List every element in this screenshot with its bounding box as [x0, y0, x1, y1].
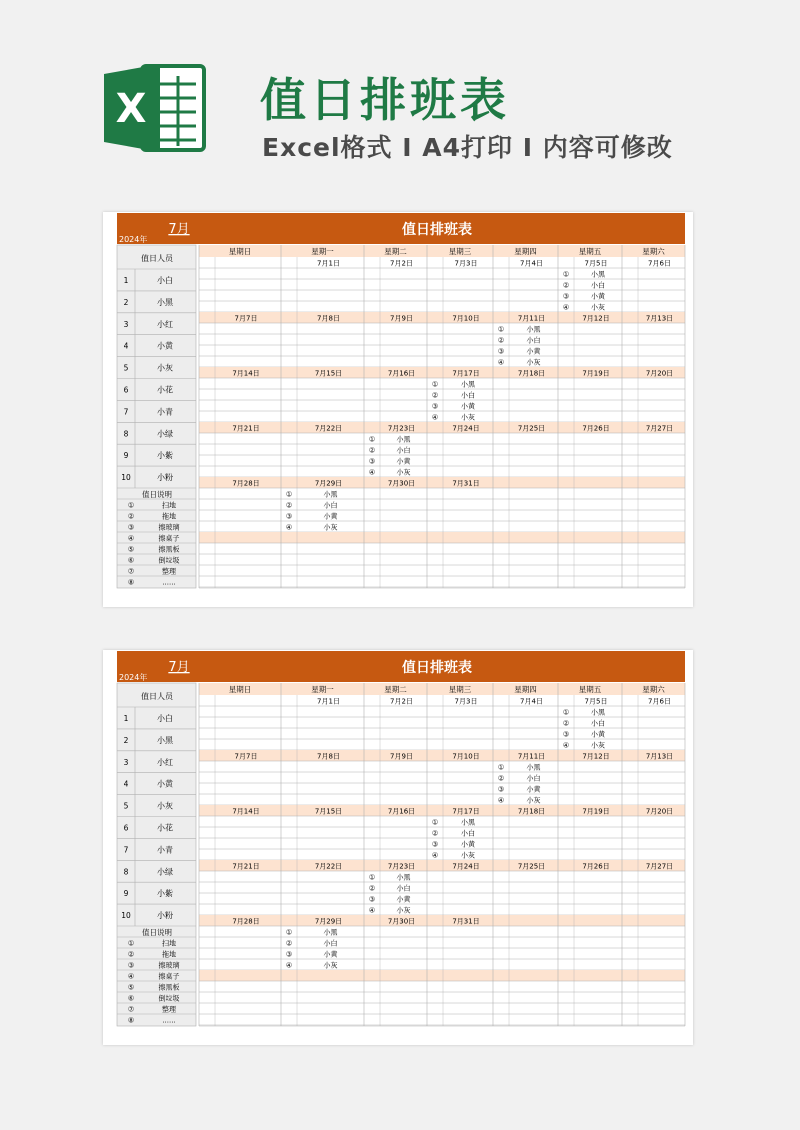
date-label: 7月2日 [390, 697, 413, 706]
duty-mark: ⑥ [127, 556, 135, 565]
date-label: 7月21日 [232, 424, 260, 433]
weekday-label: 星期五 [578, 247, 602, 256]
assignment-mark: ④ [431, 413, 439, 422]
date-label: 7月22日 [314, 424, 343, 433]
weekday-label: 星期二 [384, 685, 407, 694]
assignment-name: 小灰 [591, 303, 605, 312]
assignment-name: 小灰 [461, 413, 475, 422]
assignment-name: 小灰 [526, 358, 541, 367]
page-subtitle: Excel格式 I A4打印 I 内容可修改 [262, 133, 673, 162]
assignment-name: 小黄 [323, 512, 338, 521]
staff-number: 6 [123, 823, 129, 833]
weekday-label: 星期六 [642, 247, 665, 256]
assignment-name: 小灰 [591, 741, 605, 750]
date-label: 7月27日 [645, 862, 674, 871]
staff-header: 值日人员 [141, 254, 173, 263]
assignment-name: 小白 [526, 774, 541, 783]
assignment-name: 小黄 [323, 950, 338, 959]
staff-number: 2 [123, 297, 129, 307]
schedule-grid [103, 212, 693, 607]
assignment-name: 小白 [323, 939, 338, 948]
assignment-name: 小白 [396, 884, 411, 893]
month-label: 7月 [168, 660, 190, 675]
assignment-name: 小白 [461, 391, 475, 400]
date-label: 7月25日 [517, 862, 546, 871]
staff-number: 4 [123, 341, 129, 351]
date-row [199, 695, 685, 706]
assignment-name: 小黑 [461, 380, 475, 389]
assignment-name: 小黑 [591, 708, 605, 717]
date-label: 7月18日 [517, 807, 546, 816]
staff-name: 小绿 [157, 867, 173, 877]
weekday-label: 星期日 [228, 685, 252, 694]
assignment-mark: ④ [285, 523, 293, 532]
page-title: 值日排班表 [260, 73, 510, 127]
assignment-name: 小白 [591, 719, 605, 728]
date-label: 7月14日 [232, 369, 260, 378]
duty-header: 值日说明 [142, 928, 172, 937]
assignment-mark: ④ [368, 468, 376, 477]
date-row [199, 367, 685, 378]
staff-name: 小白 [157, 714, 173, 723]
year-label: 2024年 [119, 235, 148, 244]
duty-task: ...... [162, 1016, 176, 1025]
duty-task: 扫地 [162, 501, 176, 510]
date-label: 7月9日 [390, 752, 413, 761]
date-label: 7月12日 [582, 752, 610, 761]
date-label: 7月3日 [454, 697, 478, 706]
assignment-mark: ③ [497, 785, 505, 794]
date-label: 7月5日 [584, 697, 608, 706]
duty-mark: ③ [127, 523, 135, 532]
duty-task: ...... [162, 578, 176, 587]
weekday-label: 星期二 [384, 247, 407, 256]
weekday-label: 星期四 [514, 247, 537, 256]
duty-task: 擦黑板 [158, 983, 180, 992]
schedule-grid [103, 650, 693, 1045]
staff-number: 3 [123, 319, 129, 329]
year-label: 2024年 [119, 673, 148, 682]
date-label: 7月6日 [648, 259, 671, 268]
date-label: 7月12日 [582, 314, 610, 323]
date-label: 7月16日 [387, 807, 416, 816]
staff-name: 小紫 [157, 889, 173, 899]
duty-task: 擦桌子 [158, 972, 180, 981]
sheet-title: 值日排班表 [402, 660, 472, 676]
date-label: 7月27日 [645, 424, 674, 433]
title-bar [117, 213, 685, 244]
staff-number: 8 [123, 867, 129, 877]
assignment-name: 小黑 [526, 763, 541, 772]
date-label: 7月16日 [387, 369, 416, 378]
date-row [199, 257, 685, 268]
staff-name: 小黄 [157, 341, 173, 351]
staff-name: 小白 [157, 276, 173, 285]
staff-name: 小青 [157, 407, 173, 417]
date-label: 7月7日 [234, 314, 258, 323]
staff-name: 小花 [157, 385, 173, 395]
weekday-header-row [199, 245, 685, 257]
staff-name: 小黑 [157, 297, 173, 307]
weekday-label: 星期三 [448, 685, 472, 694]
assignment-name: 小黄 [461, 402, 475, 411]
staff-name: 小红 [157, 319, 173, 329]
title-bar [117, 651, 685, 682]
duty-task: 拖地 [162, 950, 176, 959]
date-label: 7月13日 [645, 752, 674, 761]
staff-name: 小黄 [157, 779, 173, 789]
date-row [199, 532, 685, 543]
date-label: 7月11日 [517, 314, 546, 323]
date-label: 7月31日 [452, 479, 480, 488]
staff-number: 10 [121, 473, 131, 483]
date-label: 7月15日 [314, 369, 343, 378]
assignment-name: 小白 [396, 446, 411, 455]
assignment-name: 小灰 [461, 851, 475, 860]
assignment-mark: ③ [368, 457, 376, 466]
assignment-mark: ① [497, 763, 505, 772]
assignment-mark: ② [562, 281, 570, 290]
date-label: 7月18日 [517, 369, 546, 378]
date-label: 7月6日 [648, 697, 671, 706]
date-row [199, 422, 685, 433]
date-label: 7月4日 [520, 259, 543, 268]
date-label: 7月7日 [234, 752, 258, 761]
duty-mark: ⑥ [127, 994, 135, 1003]
duty-mark: ⑧ [127, 1016, 135, 1025]
staff-header: 值日人员 [141, 692, 173, 701]
assignment-mark: ③ [368, 895, 376, 904]
staff-name: 小灰 [157, 801, 173, 811]
assignment-mark: ② [285, 939, 293, 948]
duty-task: 擦玻璃 [158, 523, 180, 532]
staff-name: 小灰 [157, 363, 173, 373]
assignment-name: 小白 [461, 829, 475, 838]
assignment-mark: ④ [497, 358, 505, 367]
assignment-name: 小黄 [591, 292, 605, 301]
assignment-mark: ② [368, 884, 376, 893]
assignment-mark: ① [431, 380, 439, 389]
assignment-name: 小黄 [526, 347, 541, 356]
date-label: 7月31日 [452, 917, 480, 926]
assignment-name: 小黄 [461, 840, 475, 849]
date-row [199, 915, 685, 926]
duty-mark: ④ [127, 972, 135, 981]
staff-name: 小黑 [157, 735, 173, 745]
date-row [199, 970, 685, 981]
assignment-mark: ③ [431, 402, 439, 411]
weekday-label: 星期五 [578, 685, 602, 694]
staff-number: 1 [123, 714, 129, 723]
staff-name: 小红 [157, 757, 173, 767]
duty-task: 倒垃圾 [158, 556, 180, 565]
date-label: 7月17日 [452, 807, 480, 816]
assignment-mark: ③ [285, 950, 293, 959]
weekday-header-row [199, 683, 685, 695]
assignment-mark: ④ [562, 303, 570, 312]
staff-name: 小粉 [157, 911, 173, 921]
date-label: 7月10日 [452, 314, 480, 323]
duty-task: 整理 [162, 567, 176, 576]
date-label: 7月14日 [232, 807, 260, 816]
assignment-mark: ④ [562, 741, 570, 750]
assignment-mark: ② [431, 391, 439, 400]
assignment-mark: ① [431, 818, 439, 827]
date-label: 7月30日 [387, 479, 416, 488]
assignment-name: 小白 [323, 501, 338, 510]
duty-mark: ④ [127, 534, 135, 543]
date-label: 7月4日 [520, 697, 543, 706]
assignment-mark: ① [562, 708, 570, 717]
assignment-name: 小黑 [396, 435, 411, 444]
duty-task: 整理 [162, 1005, 176, 1014]
date-label: 7月13日 [645, 314, 674, 323]
weekday-label: 星期三 [448, 247, 472, 256]
duty-mark: ⑤ [127, 983, 135, 992]
date-label: 7月2日 [390, 259, 413, 268]
staff-number: 6 [123, 385, 129, 395]
staff-number: 2 [123, 735, 129, 745]
date-label: 7月24日 [452, 862, 480, 871]
staff-number: 7 [123, 845, 129, 855]
assignment-name: 小黄 [591, 730, 605, 739]
date-label: 7月26日 [582, 424, 610, 433]
date-label: 7月1日 [317, 259, 340, 268]
date-label: 7月23日 [387, 862, 416, 871]
date-label: 7月25日 [517, 424, 546, 433]
duty-mark: ① [127, 939, 135, 948]
weekday-label: 星期六 [642, 685, 665, 694]
assignment-mark: ② [497, 336, 505, 345]
staff-number: 5 [123, 801, 129, 811]
duty-mark: ② [127, 950, 135, 959]
assignment-mark: ③ [497, 347, 505, 356]
assignment-name: 小白 [526, 336, 541, 345]
duty-mark: ⑦ [127, 1005, 135, 1014]
staff-name: 小紫 [157, 451, 173, 461]
duty-mark: ③ [127, 961, 135, 970]
staff-number: 8 [123, 429, 129, 439]
assignment-name: 小黑 [323, 928, 338, 937]
staff-number: 4 [123, 779, 129, 789]
assignment-mark: ③ [562, 730, 570, 739]
duty-mark: ⑦ [127, 567, 135, 576]
assignment-name: 小黑 [461, 818, 475, 827]
date-row [199, 312, 685, 323]
date-row [199, 477, 685, 488]
date-label: 7月19日 [582, 807, 610, 816]
assignment-mark: ③ [285, 512, 293, 521]
staff-number: 3 [123, 757, 129, 767]
date-label: 7月21日 [232, 862, 260, 871]
assignment-mark: ④ [497, 796, 505, 805]
assignment-mark: ③ [431, 840, 439, 849]
duty-task: 擦桌子 [158, 534, 180, 543]
date-label: 7月29日 [314, 479, 343, 488]
duty-task: 拖地 [162, 512, 176, 521]
staff-number: 5 [123, 363, 129, 373]
date-label: 7月15日 [314, 807, 343, 816]
assignment-mark: ① [285, 490, 293, 499]
assignment-mark: ④ [368, 906, 376, 915]
date-label: 7月29日 [314, 917, 343, 926]
assignment-name: 小灰 [526, 796, 541, 805]
assignment-name: 小黑 [396, 873, 411, 882]
schedule-sheet-2 [103, 650, 693, 1045]
duty-task: 倒垃圾 [158, 994, 180, 1003]
assignment-mark: ① [285, 928, 293, 937]
date-label: 7月22日 [314, 862, 343, 871]
date-label: 7月1日 [317, 697, 340, 706]
duty-mark: ① [127, 501, 135, 510]
weekday-label: 星期一 [311, 685, 334, 694]
staff-name: 小青 [157, 845, 173, 855]
date-label: 7月28日 [232, 917, 260, 926]
date-label: 7月11日 [517, 752, 546, 761]
date-label: 7月26日 [582, 862, 610, 871]
duty-mark: ⑤ [127, 545, 135, 554]
assignment-name: 小灰 [396, 468, 411, 477]
assignment-name: 小灰 [323, 523, 338, 532]
date-row [199, 750, 685, 761]
date-label: 7月30日 [387, 917, 416, 926]
weekday-label: 星期四 [514, 685, 537, 694]
assignment-mark: ② [497, 774, 505, 783]
date-label: 7月23日 [387, 424, 416, 433]
date-row [199, 805, 685, 816]
date-label: 7月3日 [454, 259, 478, 268]
staff-number: 10 [121, 911, 131, 921]
sheet-title: 值日排班表 [402, 222, 472, 238]
assignment-name: 小白 [591, 281, 605, 290]
assignment-name: 小黄 [396, 457, 411, 466]
assignment-mark: ① [562, 270, 570, 279]
assignment-mark: ② [562, 719, 570, 728]
assignment-name: 小黄 [396, 895, 411, 904]
staff-name: 小绿 [157, 429, 173, 439]
assignment-name: 小灰 [396, 906, 411, 915]
date-label: 7月5日 [584, 259, 608, 268]
duty-task: 擦黑板 [158, 545, 180, 554]
duty-header: 值日说明 [142, 490, 172, 499]
assignment-name: 小黑 [323, 490, 338, 499]
date-label: 7月8日 [317, 752, 340, 761]
date-label: 7月10日 [452, 752, 480, 761]
duty-task: 扫地 [162, 939, 176, 948]
duty-mark: ⑧ [127, 578, 135, 587]
date-label: 7月24日 [452, 424, 480, 433]
date-label: 7月20日 [645, 369, 674, 378]
assignment-name: 小黑 [526, 325, 541, 334]
date-label: 7月17日 [452, 369, 480, 378]
assignment-mark: ① [368, 873, 376, 882]
assignment-name: 小灰 [323, 961, 338, 970]
weekday-label: 星期一 [311, 247, 334, 256]
date-row [199, 860, 685, 871]
date-label: 7月19日 [582, 369, 610, 378]
date-label: 7月20日 [645, 807, 674, 816]
month-label: 7月 [168, 222, 190, 237]
page-header [0, 0, 800, 195]
assignment-mark: ③ [562, 292, 570, 301]
assignment-mark: ② [431, 829, 439, 838]
date-label: 7月8日 [317, 314, 340, 323]
assignment-mark: ① [368, 435, 376, 444]
assignment-mark: ② [368, 446, 376, 455]
logo-letter: X [115, 86, 147, 132]
staff-number: 7 [123, 407, 129, 417]
staff-name: 小花 [157, 823, 173, 833]
duty-mark: ② [127, 512, 135, 521]
assignment-mark: ④ [285, 961, 293, 970]
weekday-label: 星期日 [228, 247, 252, 256]
assignment-mark: ④ [431, 851, 439, 860]
assignment-name: 小黄 [526, 785, 541, 794]
schedule-sheet-1 [103, 212, 693, 607]
excel-logo-icon [100, 58, 210, 158]
staff-number: 9 [123, 889, 129, 899]
staff-number: 9 [123, 451, 129, 461]
staff-number: 1 [123, 276, 129, 285]
assignment-name: 小黑 [591, 270, 605, 279]
staff-name: 小粉 [157, 473, 173, 483]
assignment-mark: ② [285, 501, 293, 510]
assignment-mark: ① [497, 325, 505, 334]
duty-task: 擦玻璃 [158, 961, 180, 970]
date-label: 7月9日 [390, 314, 413, 323]
date-label: 7月28日 [232, 479, 260, 488]
